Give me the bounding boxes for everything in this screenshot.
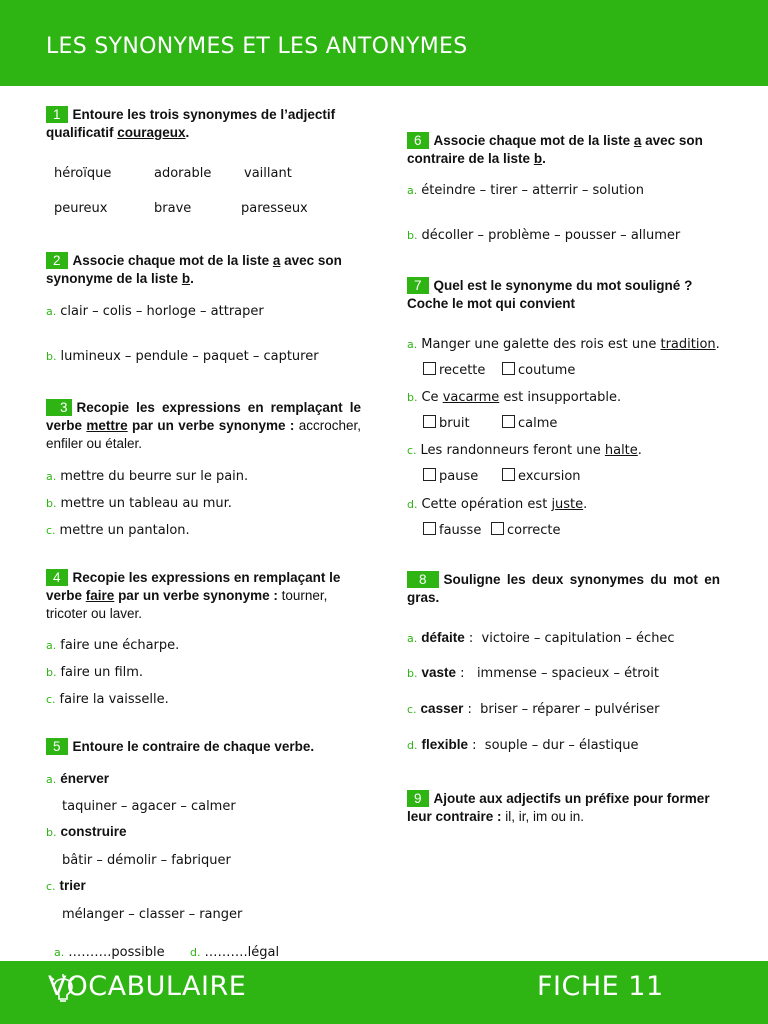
sentence-item: b. Ce vacarme est insupportable. bbox=[407, 390, 622, 405]
checkbox[interactable] bbox=[423, 468, 436, 481]
synonym-item: d. flexible : souple – dur – élastique bbox=[407, 737, 639, 753]
word-choice: héroïque bbox=[54, 166, 112, 181]
checkbox-option[interactable]: excursion bbox=[502, 468, 581, 485]
list-item: b. mettre un tableau au mur. bbox=[46, 496, 232, 511]
page-header bbox=[0, 0, 768, 86]
exercise-3-number: 3 bbox=[46, 399, 72, 416]
exercise-9-instruction: 9 Ajoute aux adjectifs un préfixe pour former leur contraire : il, ir, im ou in. bbox=[407, 791, 710, 824]
checkbox-option[interactable]: correcte bbox=[491, 522, 561, 539]
word-choice: adorable bbox=[154, 166, 212, 181]
checkbox[interactable] bbox=[423, 522, 436, 535]
checkbox[interactable] bbox=[491, 522, 504, 535]
verb-item: b. construire bbox=[46, 824, 127, 839]
exercise-9-number: 9 bbox=[407, 790, 429, 807]
checkbox-option[interactable]: bruit bbox=[423, 415, 470, 432]
checkbox-option[interactable]: recette bbox=[423, 362, 485, 379]
verb-options: mélanger – classer – ranger bbox=[62, 907, 243, 922]
checkbox[interactable] bbox=[423, 362, 436, 375]
word-choice: vaillant bbox=[244, 166, 292, 181]
verb-item: a. énerver bbox=[46, 771, 110, 786]
footer-subject: VOCABULAIRE bbox=[48, 971, 247, 1002]
checkbox[interactable] bbox=[502, 468, 515, 481]
exercise-8-number: 8 bbox=[407, 571, 439, 588]
sentence-item: a. Manger une galette des rois est une tradition. bbox=[407, 337, 720, 352]
sentence-item: c. Les randonneurs feront une halte. bbox=[407, 443, 642, 458]
word-choice: peureux bbox=[54, 201, 108, 216]
verb-options: bâtir – démolir – fabriquer bbox=[62, 853, 231, 868]
footer-sheet-number: FICHE 11 bbox=[537, 971, 664, 1002]
prefix-item: a. ……….possible bbox=[54, 945, 165, 960]
exercise-7-number: 7 bbox=[407, 277, 429, 294]
exercise-2-number: 2 bbox=[46, 252, 68, 269]
list-item: c. faire la vaisselle. bbox=[46, 692, 169, 707]
list-item: a. faire une écharpe. bbox=[46, 638, 180, 653]
checkbox[interactable] bbox=[502, 415, 515, 428]
exercise-3-instruction: 3 Recopie les expressions en remplaçant le verbe mettre par un verbe synonyme : accrocher, enfiler ou étaler. bbox=[46, 400, 361, 451]
word-list-b: b. décoller – problème – pousser – allumer bbox=[407, 228, 681, 243]
checkbox-option[interactable]: pause bbox=[423, 468, 478, 485]
word-choice: brave bbox=[154, 201, 192, 216]
word-list-b: b. lumineux – pendule – paquet – capturer bbox=[46, 349, 319, 364]
list-item: c. mettre un pantalon. bbox=[46, 523, 190, 538]
word-list-a: a. éteindre – tirer – atterrir – solution bbox=[407, 183, 644, 198]
exercise-6-number: 6 bbox=[407, 132, 429, 149]
exercise-5-instruction: 5 Entoure le contraire de chaque verbe. bbox=[46, 738, 366, 756]
exercise-5-number: 5 bbox=[46, 738, 68, 755]
list-item: b. faire un film. bbox=[46, 665, 144, 680]
exercise-1-number: 1 bbox=[46, 106, 68, 123]
page-title: LES SYNONYMES ET LES ANTONYMES bbox=[46, 34, 468, 59]
exercise-4-instruction: 4 Recopie les expressions en remplaçant le verbe faire par un verbe synonyme : tourner, tricoter ou laver. bbox=[46, 570, 341, 621]
verb-item: c. trier bbox=[46, 878, 86, 893]
checkbox[interactable] bbox=[423, 415, 436, 428]
underlined-word: courageux bbox=[117, 125, 186, 140]
list-item: a. mettre du beurre sur le pain. bbox=[46, 469, 249, 484]
checkbox-option[interactable]: calme bbox=[502, 415, 557, 432]
word-list-a: a. clair – colis – horloge – attraper bbox=[46, 304, 264, 319]
checkbox-option[interactable]: fausse bbox=[423, 522, 481, 539]
exercise-8-instruction: 8 Souligne les deux synonymes du mot en gras. bbox=[407, 572, 720, 605]
prefix-item: d. ……….légal bbox=[190, 945, 280, 960]
sentence-item: d. Cette opération est juste. bbox=[407, 497, 588, 512]
synonym-item: c. casser : briser – réparer – pulvériser bbox=[407, 701, 660, 717]
page-footer bbox=[0, 961, 768, 1024]
exercise-1-instruction: 1 Entoure les trois synonymes de l’adjectif qualificatif courageux. bbox=[46, 107, 336, 140]
verb-options: taquiner – agacer – calmer bbox=[62, 799, 236, 814]
exercise-2-instruction: 2 Associe chaque mot de la liste a avec son synonyme de la liste b. bbox=[46, 253, 342, 286]
word-choice: paresseux bbox=[241, 201, 308, 216]
synonym-item: b. vaste : immense – spacieux – étroit bbox=[407, 665, 659, 681]
exercise-7-instruction: 7 Quel est le synonyme du mot souligné ? Coche le mot qui convient bbox=[407, 278, 693, 311]
exercise-6-instruction: 6 Associe chaque mot de la liste a avec son contraire de la liste b. bbox=[407, 133, 703, 166]
synonym-item: a. défaite : victoire – capitulation – échec bbox=[407, 630, 675, 646]
exercise-4-number: 4 bbox=[46, 569, 68, 586]
checkbox[interactable] bbox=[502, 362, 515, 375]
checkbox-option[interactable]: coutume bbox=[502, 362, 575, 379]
